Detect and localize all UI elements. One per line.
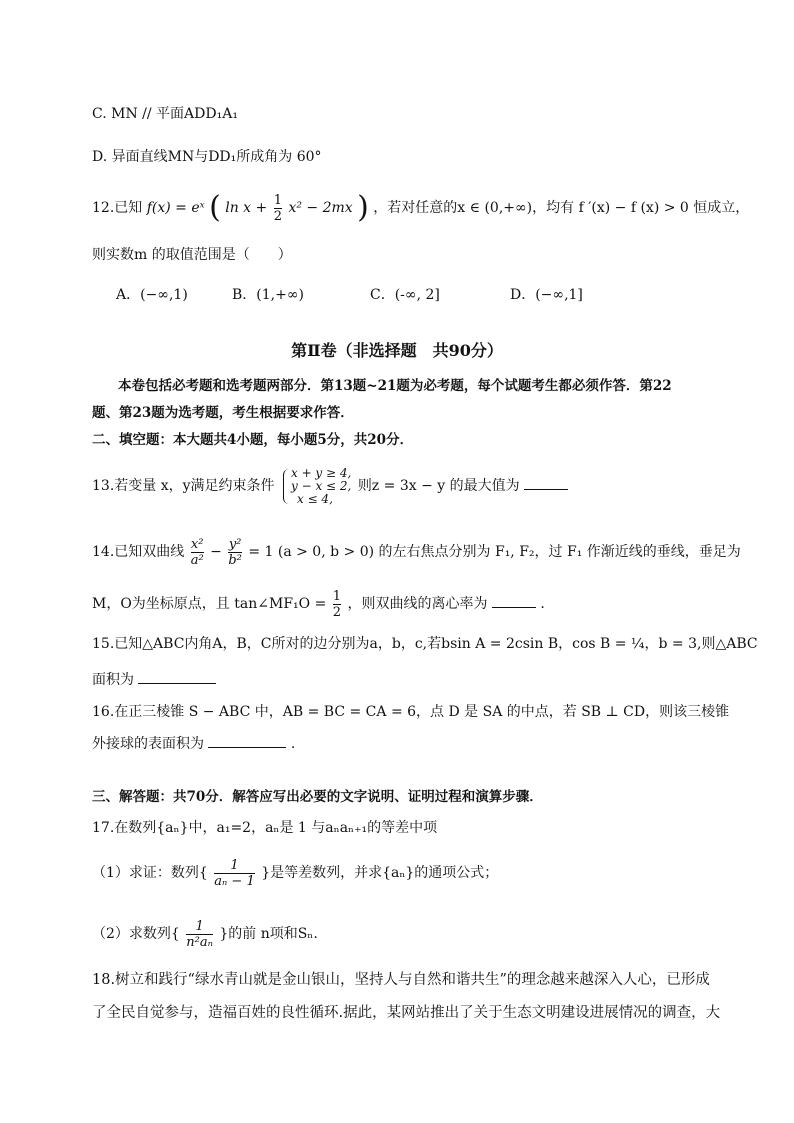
q14-line2-suffix: ，则双曲线的离心率为 [347,596,488,612]
q12-tail: x² − 2mx [288,200,353,216]
q12-option-a: A．(−∞,1) [116,287,188,303]
q14-frac-half [333,589,341,620]
q14-frac-half-den: 2 [332,604,342,620]
question-12-ask: 则实数m 的取值范围是（ ） [92,247,292,263]
q17-p1-fraction [214,858,254,889]
option-c-text: C. MN // 平面ADD₁A₁ [92,106,238,122]
q17-p2-frac-den: n²aₙ [186,934,213,950]
q14-prefix: 14.已知双曲线 [92,544,185,560]
q14-frac-y-num: y² [228,536,242,552]
q17-p2-suffix: }的前 n项和Sₙ. [219,926,318,942]
question-18-line-2: 了全民自觉参与，造福百姓的良性循环.据此，某网站推出了关于生态文明建设进展情况的调查，大 [92,1005,721,1021]
q13-constraint-2: y − x ≤ 2, [290,478,352,493]
q12-prefix: 12.已知 [92,200,143,216]
q12-option-d: D．(−∞,1] [510,287,583,303]
section-2-intro-1: 本卷包括必考题和选考题两部分．第13题~21题为必考题，每个试题考生都必须作答．第22 [118,378,672,394]
solution-section-title: 三、解答题：共70分．解答应写出必要的文字说明、证明过程和演算步骤． [92,789,543,805]
q14-frac-x-num: x² [190,536,204,552]
q17-p2-prefix: （2）求数列{ [92,926,180,942]
q15-answer-blank[interactable] [138,669,216,684]
q14-suffix: = 1 (a > 0, b > 0) 的左右焦点分别为 F₁, F₂，过 F₁ 作渐近线的垂线，垂足为 [248,544,741,560]
q16-answer-blank[interactable] [208,733,286,748]
q12-option-c: C．(-∞, 2] [370,287,440,303]
q14-minus: − [210,544,222,560]
q17-p1-frac-num: 1 [230,857,239,873]
q13-constraint-1: x + y ≥ 4, [290,465,352,480]
q12-close-paren: ) [357,190,369,225]
question-17-part-1 [92,850,498,896]
q12-open-paren: ( [209,190,221,225]
q12-condition: ，若对任意的x ∈ (0,+∞)，均有 f ′(x) − f (x) > 0 恒成立， [373,200,750,216]
section-2-intro-2: 题、第23题为选考题，考生根据要求作答． [92,405,354,421]
q12-func: f(x) = eˣ [146,200,205,216]
q14-frac-x-den: a² [190,552,204,568]
q12-ln: ln x + [225,200,268,216]
q16-period: . [290,736,296,752]
q14-frac-x [191,537,204,568]
question-16-line-1: 16.在正三棱锥 S − ABC 中，AB = BC = CA = 6，点 D 是 SA 的中点，若 SB ⊥ CD，则该三棱锥 [92,704,730,720]
q13-constraint-system [281,467,351,506]
q14-frac-y [228,537,242,568]
question-14-line-1 [92,530,741,574]
q15-line2-text: 面积为 [92,672,134,688]
question-17-part-2 [92,911,318,957]
q14-answer-blank[interactable] [492,593,536,608]
q13-answer-blank[interactable] [524,475,568,490]
q14-period: . [540,596,545,612]
question-15-line-1: 15.已知△ABC内角A，B，C所对的边分别为a，b，c,若bsin A = 2csin B，cos B = ¼，b = 3,则△ABC [92,636,758,652]
q12-option-b: B．(1,+∞) [232,287,304,303]
q14-frac-half-num: 1 [332,588,342,604]
question-15-line-2 [92,669,216,690]
q17-p1-prefix: （1）求证：数列{ [92,865,208,881]
q12-fraction [274,193,282,224]
question-12-stem [92,188,749,228]
question-14-line-2 [92,582,545,626]
q12-frac-den: 2 [273,208,282,224]
q13-prefix: 13.若变量 x，y满足约束条件 [92,478,275,494]
question-18-line-1: 18.树立和践行“绿水青山就是金山银山，坚持人与自然和谐共生”的理念越来越深入人心，已形成 [92,972,710,988]
option-d-text: D. 异面直线MN与DD₁所成角为 60° [92,149,322,165]
question-16-line-2 [92,733,295,754]
q12-frac-num: 1 [273,192,282,208]
q17-p2-frac-num: 1 [195,918,204,934]
question-17-stem: 17.在数列{aₙ}中，a₁=2，aₙ是 1 与aₙaₙ₊₁的等差中项 [92,820,438,836]
q13-constraint-3: x ≤ 4, [296,491,333,506]
fill-in-title: 二、填空题：本大题共4小题，每小题5分，共20分． [92,432,414,448]
q17-p1-frac-den: aₙ − 1 [214,873,255,889]
q14-frac-y-den: b² [228,552,242,568]
q17-p1-suffix: }是等差数列，并求{aₙ}的通项公式； [261,865,499,881]
q13-suffix: 则z = 3x − y 的最大值为 [357,478,520,494]
question-13 [92,463,568,509]
q16-line2-text: 外接球的表面积为 [92,736,204,752]
q17-p2-fraction [186,919,213,950]
q14-line2-prefix: M，O为坐标原点，且 tan∠MF₁O = [92,596,327,612]
section-2-title: 第Ⅱ卷（非选择题 共90分） [291,341,503,360]
